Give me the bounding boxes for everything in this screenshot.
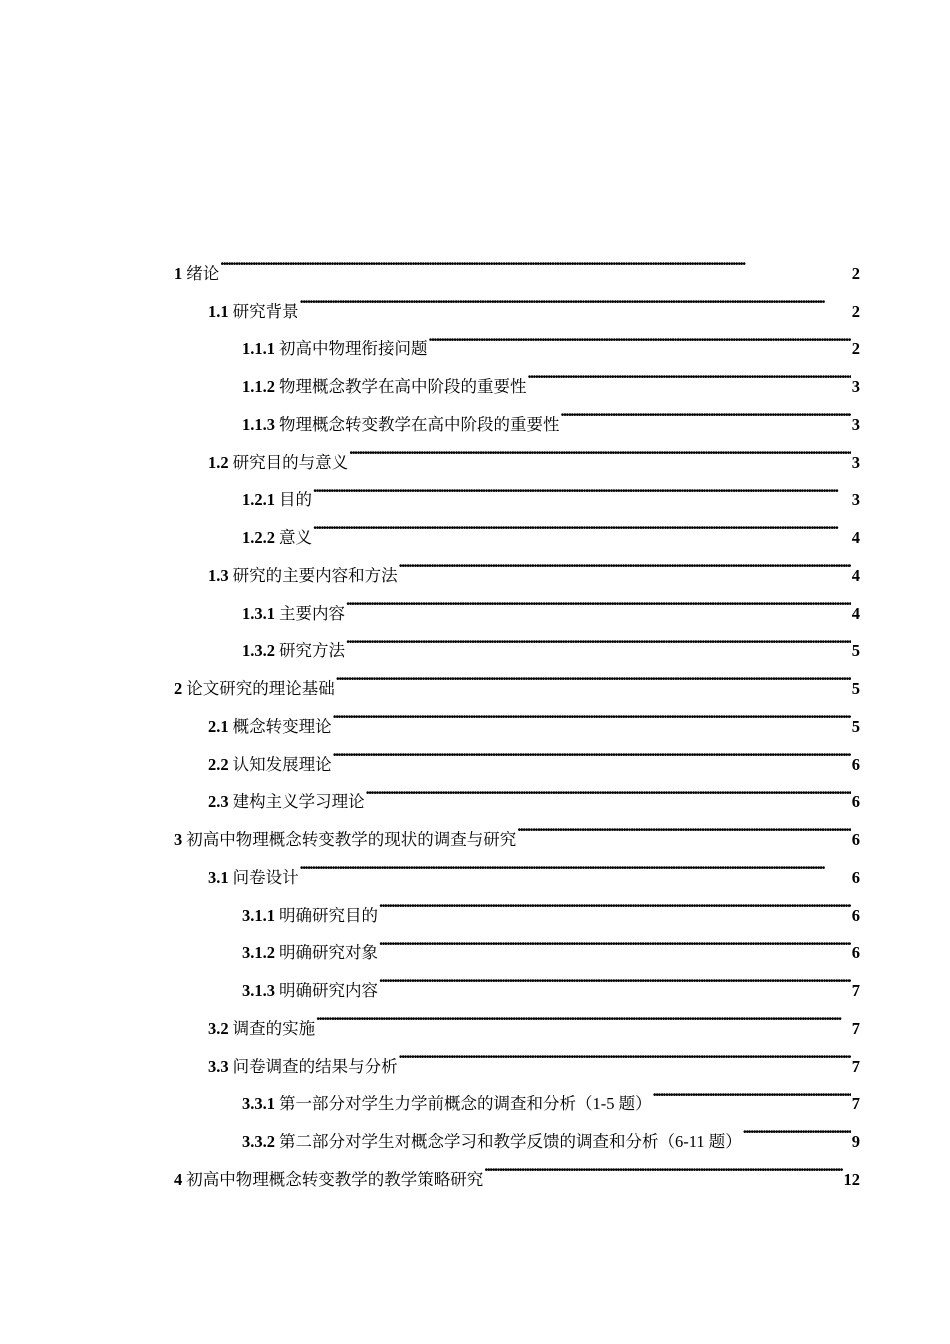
toc-entry-number: 2: [174, 679, 183, 698]
toc-entry[interactable]: [174, 354, 860, 396]
toc-entry-title: 问卷设计: [232, 867, 299, 887]
toc-entry[interactable]: [174, 543, 860, 585]
toc-entry-title: 初高中物理衔接问题: [279, 339, 428, 359]
toc-entry-page-number: 5: [851, 679, 860, 698]
toc-entry-title: 认知发展理论: [232, 754, 332, 774]
toc-entry-number: 2.3: [208, 792, 229, 812]
toc-dot-leader: [313, 468, 851, 506]
toc-entry-title: 研究目的与意义: [232, 452, 349, 472]
toc-entry-title: 明确研究对象: [279, 943, 378, 963]
toc-entry-number: 1.2.1: [242, 490, 275, 510]
toc-entry-title: 研究背景: [232, 301, 299, 321]
toc-dot-leader: [653, 1072, 851, 1110]
toc-entry-page-number: 6: [851, 905, 860, 925]
toc-entry-page-number: 9: [851, 1132, 860, 1151]
toc-dot-leader: [517, 807, 851, 845]
toc-entry-title: 问卷调查的结果与分析: [232, 1056, 398, 1076]
toc-entry-page-number: 12: [843, 1169, 860, 1189]
toc-entry-number: 3.1.1: [242, 905, 275, 925]
toc-entry-title: 研究的主要内容和方法: [232, 565, 398, 585]
toc-dot-leader: [349, 430, 851, 468]
toc-entry[interactable]: [174, 505, 860, 547]
toc-entry-page-number: 6: [851, 792, 860, 812]
toc-entry-title: 明确研究目的: [279, 905, 378, 925]
toc-dot-leader: [333, 694, 851, 732]
toc-entry-title: 物理概念转变教学在高中阶段的重要性: [279, 414, 560, 434]
toc-dot-leader: [313, 505, 851, 543]
toc-dot-leader: [300, 279, 851, 317]
toc-entry-page-number: 3: [851, 414, 860, 434]
toc-entry-title: 初高中物理概念转变教学的现状的调查与研究: [186, 830, 517, 849]
toc-entry-page-number: 2: [851, 263, 860, 283]
toc-dot-leader: [561, 392, 851, 430]
toc-dot-leader: [379, 883, 851, 921]
toc-entry-page-number: 6: [851, 943, 860, 963]
toc-dot-leader: [333, 732, 851, 770]
toc-entry-page-number: 3: [851, 490, 860, 510]
toc-dot-leader: [429, 317, 851, 355]
toc-entry-page-number: 6: [851, 830, 860, 849]
toc-dot-leader: [484, 1147, 842, 1185]
table-of-contents: [174, 241, 860, 1189]
toc-entry[interactable]: [174, 958, 860, 1000]
toc-entry[interactable]: [174, 279, 860, 321]
toc-entry-title: 物理概念教学在高中阶段的重要性: [279, 377, 527, 396]
toc-entry-number: 3.2: [208, 1018, 229, 1038]
toc-entry-title: 目的: [279, 490, 312, 510]
toc-entry-title: 第一部分对学生力学前概念的调查和分析（1-5 题）: [279, 1094, 652, 1114]
toc-entry[interactable]: [174, 656, 860, 698]
toc-dot-leader: [399, 543, 851, 581]
toc-entry-number: 1.1: [208, 301, 229, 321]
toc-entry-page-number: 3: [851, 377, 860, 396]
toc-entry[interactable]: [174, 430, 860, 472]
toc-entry[interactable]: [174, 241, 860, 283]
toc-entry-number: 1.3.2: [242, 641, 275, 661]
toc-dot-leader: [528, 354, 851, 392]
toc-dot-leader: [220, 241, 851, 279]
toc-entry-page-number: 4: [851, 528, 860, 547]
toc-entry[interactable]: [174, 921, 860, 963]
toc-entry-title: 研究方法: [279, 641, 345, 661]
toc-entry-number: 3.3.2: [242, 1132, 275, 1151]
toc-entry-number: 1.3: [208, 565, 229, 585]
toc-entry-title: 概念转变理论: [232, 716, 332, 736]
toc-entry-page-number: 2: [851, 339, 860, 359]
toc-entry-number: 1.3.1: [242, 603, 275, 623]
toc-entry-page-number: 6: [851, 754, 860, 774]
toc-entry-title: 明确研究内容: [279, 981, 378, 1000]
toc-entry-title: 论文研究的理论基础: [186, 679, 335, 698]
toc-entry-number: 3.1: [208, 867, 229, 887]
toc-entry-page-number: 7: [851, 1094, 860, 1114]
toc-entry-number: 4: [174, 1169, 183, 1189]
toc-dot-leader: [743, 1109, 851, 1147]
toc-entry-page-number: 7: [851, 981, 860, 1000]
toc-dot-leader: [346, 581, 851, 619]
toc-entry-number: 3.3: [208, 1056, 229, 1076]
toc-entry-page-number: 4: [851, 603, 860, 623]
toc-dot-leader: [300, 845, 851, 883]
toc-entry-page-number: 5: [851, 641, 860, 661]
toc-dot-leader: [399, 1034, 851, 1072]
toc-entry-page-number: 4: [851, 565, 860, 585]
toc-dot-leader: [316, 996, 851, 1034]
toc-entry-number: 2.2: [208, 754, 229, 774]
toc-entry-number: 1.2: [208, 452, 229, 472]
toc-entry[interactable]: [174, 996, 860, 1038]
toc-dot-leader: [346, 619, 851, 657]
toc-entry-number: 1.1.1: [242, 339, 275, 359]
toc-entry-title: 绪论: [186, 263, 220, 283]
toc-entry-number: 2.1: [208, 716, 229, 736]
toc-entry-page-number: 2: [851, 301, 860, 321]
toc-entry[interactable]: [174, 619, 860, 661]
toc-entry-page-number: 7: [851, 1056, 860, 1076]
toc-entry-page-number: 6: [851, 867, 860, 887]
toc-entry-page-number: 3: [851, 452, 860, 472]
toc-entry-number: 3.1.3: [242, 981, 275, 1000]
toc-entry-number: 1.1.3: [242, 414, 275, 434]
toc-dot-leader: [336, 656, 851, 694]
toc-entry-page-number: 5: [851, 716, 860, 736]
toc-entry-title: 调查的实施: [232, 1018, 316, 1038]
toc-entry-number: 1.1.2: [242, 377, 275, 396]
toc-entry-title: 初高中物理概念转变教学的教学策略研究: [186, 1169, 484, 1189]
toc-entry-page-number: 7: [851, 1018, 860, 1038]
toc-dot-leader: [379, 958, 851, 996]
toc-entry-title: 主要内容: [279, 603, 345, 623]
toc-entry-number: 1: [174, 263, 183, 283]
toc-entry-title: 意义: [279, 528, 312, 547]
toc-entry-number: 3: [174, 830, 183, 849]
toc-dot-leader: [366, 770, 851, 808]
toc-entry-title: 第二部分对学生对概念学习和教学反馈的调查和分析（6-11 题）: [279, 1132, 742, 1151]
toc-entry-title: 建构主义学习理论: [232, 792, 365, 812]
toc-entry[interactable]: [174, 1147, 860, 1189]
toc-entry-number: 1.2.2: [242, 528, 275, 547]
toc-entry-number: 3.3.1: [242, 1094, 275, 1114]
toc-dot-leader: [379, 921, 851, 959]
toc-entry-number: 3.1.2: [242, 943, 275, 963]
